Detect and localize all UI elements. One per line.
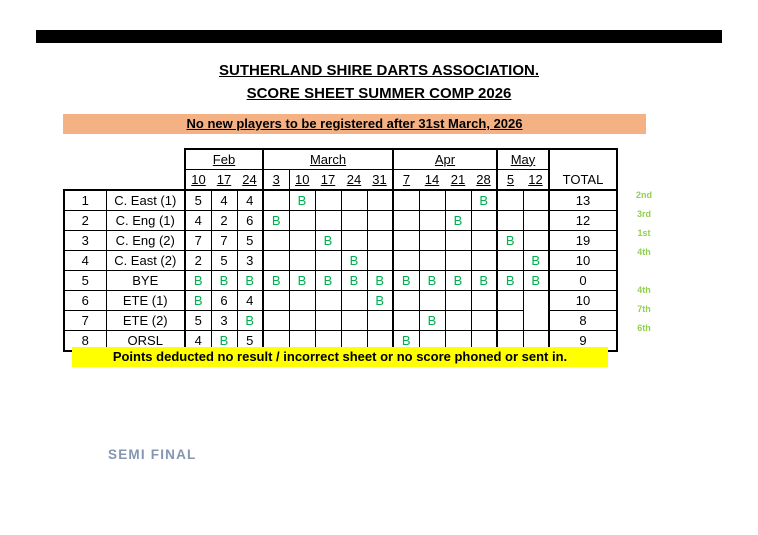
date-header: 14 — [419, 170, 445, 191]
date-header: 12 — [523, 170, 549, 191]
score-cell — [393, 190, 419, 211]
score-cell — [367, 211, 393, 231]
table-row — [64, 251, 617, 271]
score-cell: 6 — [237, 211, 263, 231]
score-cell — [263, 311, 289, 331]
bye-marker-cell: B — [237, 271, 263, 291]
score-cell — [393, 251, 419, 271]
page-title: SUTHERLAND SHIRE DARTS ASSOCIATION. — [218, 62, 539, 79]
score-cell: 4 — [237, 291, 263, 311]
date-header: 31 — [367, 170, 393, 191]
bye-marker-cell: B — [497, 231, 523, 251]
row-number-cell: 8 — [64, 331, 106, 352]
bye-marker-cell: B — [289, 190, 315, 211]
bye-marker-cell: B — [445, 271, 471, 291]
score-table-head — [64, 149, 617, 190]
score-cell — [315, 311, 341, 331]
score-cell — [523, 231, 549, 251]
row-number-cell: 2 — [64, 211, 106, 231]
row-number-cell: 7 — [64, 311, 106, 331]
bye-marker-cell: B — [341, 251, 367, 271]
score-cell — [471, 291, 497, 311]
score-cell — [393, 291, 419, 311]
score-cell — [315, 211, 341, 231]
bye-marker-cell: B — [445, 211, 471, 231]
row-number-cell: 5 — [64, 271, 106, 291]
score-cell — [445, 291, 471, 311]
total-cell: 10 — [549, 291, 617, 311]
bye-marker-cell: B — [419, 311, 445, 331]
total-cell: 8 — [549, 311, 617, 331]
table-row — [64, 291, 617, 311]
points-notice — [72, 347, 608, 367]
score-cell — [471, 231, 497, 251]
score-cell — [289, 311, 315, 331]
score-cell — [263, 251, 289, 271]
score-cell: 7 — [211, 231, 237, 251]
score-cell — [471, 311, 497, 331]
bye-marker-cell: B — [523, 271, 549, 291]
bye-marker-cell: B — [185, 291, 211, 311]
score-cell: 5 — [211, 251, 237, 271]
standing-label: 3rd — [636, 209, 651, 219]
row-number-cell: 4 — [64, 251, 106, 271]
score-cell — [523, 211, 549, 231]
bye-marker-cell: B — [471, 190, 497, 211]
score-cell: 5 — [237, 331, 263, 352]
score-cell — [445, 231, 471, 251]
score-cell — [315, 291, 341, 311]
registration-notice-text: No new players to be registered after 31st March, 2026 — [186, 116, 523, 131]
score-cell — [445, 251, 471, 271]
score-cell — [419, 190, 445, 211]
standing-label: 4th — [637, 247, 651, 257]
score-cell — [419, 211, 445, 231]
score-table — [63, 148, 618, 352]
score-cell — [289, 251, 315, 271]
bye-marker-cell: B — [367, 291, 393, 311]
score-cell — [497, 311, 523, 331]
bye-marker-cell: B — [315, 271, 341, 291]
standing-label: 4th — [637, 285, 651, 295]
header-spacer — [64, 149, 185, 170]
total-cell: 9 — [549, 331, 617, 352]
score-cell — [289, 291, 315, 311]
team-name-cell: ETE (2) — [106, 311, 185, 331]
table-row — [64, 271, 617, 291]
score-cell — [497, 190, 523, 211]
score-cell — [341, 190, 367, 211]
score-cell — [263, 190, 289, 211]
score-cell — [367, 190, 393, 211]
score-cell: 7 — [185, 231, 211, 251]
month-header: Feb — [185, 149, 263, 170]
bye-marker-cell: B — [341, 271, 367, 291]
standing-label: 7th — [637, 304, 651, 314]
date-header: 10 — [289, 170, 315, 191]
score-cell: 4 — [237, 190, 263, 211]
score-cell — [263, 291, 289, 311]
bye-marker-cell: B — [315, 231, 341, 251]
score-table-body — [64, 190, 617, 351]
score-cell: 4 — [185, 211, 211, 231]
score-cell — [289, 231, 315, 251]
bye-marker-cell: B — [393, 331, 419, 352]
score-cell: 4 — [185, 331, 211, 352]
standing-label: 6th — [637, 323, 651, 333]
team-name-cell: BYE — [106, 271, 185, 291]
score-cell — [341, 291, 367, 311]
team-name-cell: C. Eng (2) — [106, 231, 185, 251]
score-cell: 3 — [237, 251, 263, 271]
total-cell: 12 — [549, 211, 617, 231]
score-cell — [497, 211, 523, 231]
score-cell — [445, 190, 471, 211]
score-cell — [471, 211, 497, 231]
bye-marker-cell: B — [237, 311, 263, 331]
score-cell — [341, 211, 367, 231]
page-subtitle: SCORE SHEET SUMMER COMP 2026 — [246, 85, 512, 102]
score-cell: 6 — [211, 291, 237, 311]
team-name-cell: C. Eng (1) — [106, 211, 185, 231]
date-header: 17 — [315, 170, 341, 191]
stage-label: SEMI FINAL — [108, 447, 197, 462]
date-header: 24 — [341, 170, 367, 191]
score-cell: 5 — [185, 311, 211, 331]
bye-marker-cell: B — [185, 271, 211, 291]
bye-marker-cell: B — [211, 271, 237, 291]
team-name-cell: C. East (2) — [106, 251, 185, 271]
table-row — [64, 190, 617, 211]
total-cell: 0 — [549, 271, 617, 291]
points-notice-text: Points deducted no result / incorrect sheet or no score phoned or sent in. — [112, 349, 568, 364]
bye-marker-cell: B — [523, 251, 549, 271]
team-name-cell: ETE (1) — [106, 291, 185, 311]
score-cell: 2 — [185, 251, 211, 271]
bye-marker-cell: B — [367, 271, 393, 291]
bye-marker-cell: B — [497, 271, 523, 291]
score-cell: 2 — [211, 211, 237, 231]
score-cell — [497, 251, 523, 271]
month-header: May — [497, 149, 549, 170]
score-cell — [393, 311, 419, 331]
bye-marker-cell: B — [393, 271, 419, 291]
bye-marker-cell: B — [419, 271, 445, 291]
registration-notice — [63, 114, 646, 134]
team-name-cell: ORSL — [106, 331, 185, 352]
score-cell — [523, 291, 549, 331]
month-header: Apr — [393, 149, 497, 170]
date-header: 7 — [393, 170, 419, 191]
header-spacer — [64, 170, 185, 191]
total-cell: 19 — [549, 231, 617, 251]
date-header: 21 — [445, 170, 471, 191]
score-cell — [367, 251, 393, 271]
date-header: 17 — [211, 170, 237, 191]
score-cell: 5 — [237, 231, 263, 251]
score-cell — [341, 231, 367, 251]
month-header: March — [263, 149, 393, 170]
total-cell: 10 — [549, 251, 617, 271]
score-cell — [367, 311, 393, 331]
bye-marker-cell: B — [263, 211, 289, 231]
score-cell — [497, 291, 523, 311]
date-header: 3 — [263, 170, 289, 191]
table-row — [64, 231, 617, 251]
total-header: TOTAL — [549, 149, 617, 190]
row-number-cell: 1 — [64, 190, 106, 211]
bye-marker-cell: B — [211, 331, 237, 352]
standing-label: 2nd — [635, 190, 652, 200]
table-row — [64, 211, 617, 231]
score-cell: 3 — [211, 311, 237, 331]
score-cell — [393, 231, 419, 251]
score-cell — [315, 251, 341, 271]
score-cell — [367, 231, 393, 251]
row-number-cell: 6 — [64, 291, 106, 311]
score-cell — [289, 211, 315, 231]
total-cell: 13 — [549, 190, 617, 211]
standing-label: 1st — [637, 228, 651, 238]
score-cell — [315, 190, 341, 211]
score-cell: 4 — [211, 190, 237, 211]
top-black-bar — [36, 30, 722, 43]
score-cell — [341, 311, 367, 331]
score-cell — [263, 231, 289, 251]
date-header: 5 — [497, 170, 523, 191]
bye-marker-cell: B — [289, 271, 315, 291]
score-cell: 5 — [185, 190, 211, 211]
bye-marker-cell: B — [263, 271, 289, 291]
score-cell — [445, 311, 471, 331]
bye-marker-cell: B — [471, 271, 497, 291]
score-cell — [393, 211, 419, 231]
score-cell — [419, 231, 445, 251]
date-header: 10 — [185, 170, 211, 191]
score-cell — [419, 291, 445, 311]
team-name-cell: C. East (1) — [106, 190, 185, 211]
date-header: 28 — [471, 170, 497, 191]
score-cell — [471, 251, 497, 271]
score-cell — [419, 251, 445, 271]
score-cell — [523, 190, 549, 211]
date-header: 24 — [237, 170, 263, 191]
row-number-cell: 3 — [64, 231, 106, 251]
